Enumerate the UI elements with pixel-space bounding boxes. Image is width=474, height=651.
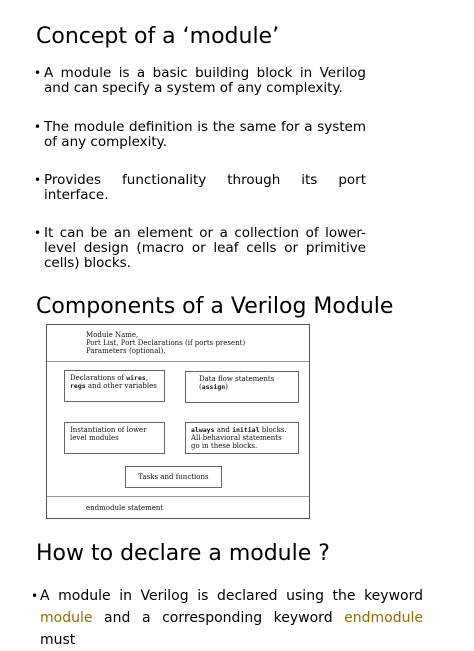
- list-item: [34, 120, 366, 150]
- diagram-header-line: Port List, Port Declarations (if ports present): [86, 339, 246, 347]
- list-item: [34, 226, 366, 269]
- diagram-footer: endmodule statement: [86, 504, 164, 512]
- box-text: Tasks and functions: [138, 473, 209, 481]
- keyword-endmodule: endmodule: [344, 610, 423, 626]
- bullet-dot-icon: •: [34, 66, 42, 80]
- box-text: and: [214, 426, 233, 434]
- keyword-module: module: [40, 610, 93, 626]
- diagram-box-tasks: [125, 466, 222, 488]
- bullet-text: A module is a basic building block in Verilog and can specify a system of any complexity.: [44, 65, 366, 96]
- bullet-text-part: A module in Verilog is declared using the keyword: [40, 588, 423, 604]
- bullet-text: [40, 585, 423, 651]
- bullet-text: Provides functionality through its port interface.: [44, 172, 366, 203]
- bullet-text: It can be an element or a collection of lower-level design (macro or leaf cells or primitive cells) blocks.: [44, 226, 366, 269]
- box-text: level modules: [70, 434, 119, 442]
- keyword-text: wires: [126, 374, 146, 382]
- section-title-declare: How to declare a module ?: [36, 541, 330, 566]
- verilog-module-diagram: [46, 324, 310, 519]
- diagram-box-dataflow: [185, 371, 299, 403]
- bullet-dot-icon: •: [34, 226, 42, 240]
- diagram-header-line: Module Name,: [86, 331, 139, 339]
- box-text: and other variables: [85, 382, 157, 390]
- bullet-text-part: must: [40, 632, 76, 648]
- list-item: [34, 66, 366, 96]
- box-text: ,: [145, 374, 149, 382]
- diagram-divider: [47, 496, 309, 497]
- declare-bullet: [31, 585, 423, 651]
- box-text: All behavioral statements: [191, 434, 282, 442]
- bullet-text-part: and a corresponding keyword: [92, 610, 345, 626]
- bullet-text: The module definition is the same for a system of any complexity.: [44, 119, 366, 150]
- keyword-text: initial: [232, 426, 260, 434]
- diagram-box-instantiation: [64, 422, 165, 454]
- list-item: [34, 173, 366, 203]
- section-title-concept: Concept of a ‘module’: [36, 24, 280, 49]
- diagram-box-behavioral: [185, 422, 299, 454]
- keyword-text: always: [191, 426, 215, 434]
- box-text: Declarations of: [70, 374, 127, 382]
- bullet-dot-icon: •: [31, 589, 39, 603]
- keyword-text: regs: [70, 382, 86, 390]
- box-text: go in these blocks.: [191, 442, 258, 450]
- box-text: Data flow statements: [199, 375, 275, 383]
- diagram-box-declarations: [64, 370, 165, 402]
- box-text: blocks.: [259, 426, 287, 434]
- box-text: ): [225, 383, 228, 391]
- bullet-dot-icon: •: [34, 173, 42, 187]
- bullet-dot-icon: •: [34, 120, 42, 134]
- diagram-divider: [47, 361, 309, 362]
- diagram-header-line: Parameters (optional),: [86, 347, 166, 355]
- diagram-header: [86, 331, 245, 355]
- box-text: (: [199, 383, 202, 391]
- section-title-components: Components of a Verilog Module: [36, 294, 394, 319]
- keyword-text: assign: [201, 383, 226, 391]
- box-text: Instantiation of lower: [70, 426, 147, 434]
